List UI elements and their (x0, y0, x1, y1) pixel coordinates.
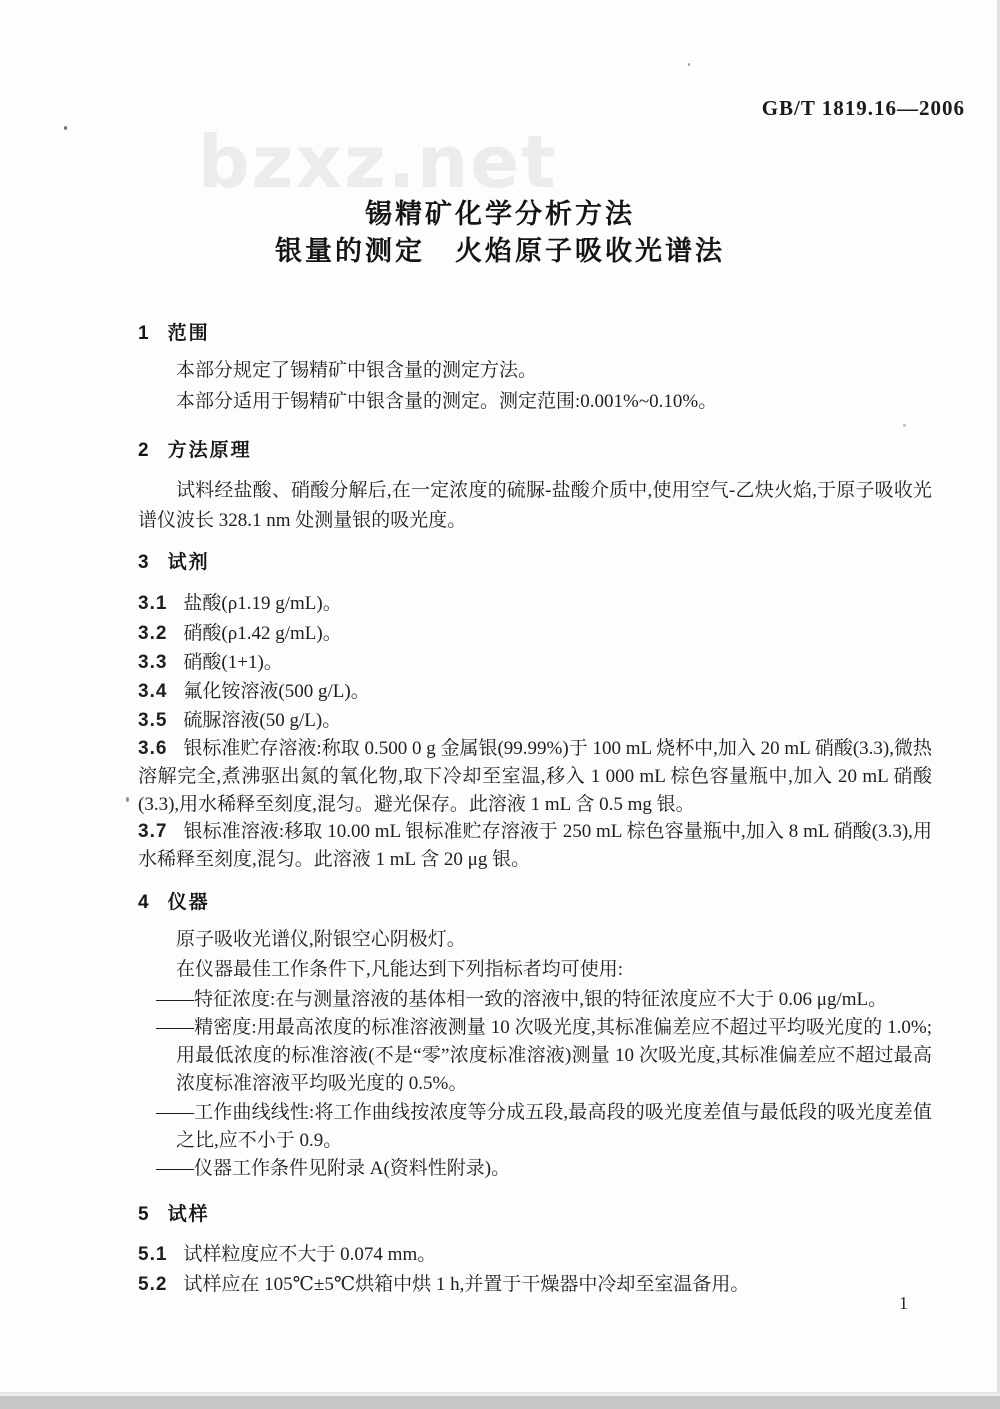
clause-text: 硫脲溶液(50 g/L)。 (183, 710, 342, 731)
section-title: 试剂 (167, 552, 210, 573)
scope-paragraph-1: 本部分规定了锡精矿中银含量的测定方法。 (176, 360, 538, 381)
section-title: 仪器 (167, 892, 210, 913)
clause-number: 3.5 (138, 710, 168, 731)
section-number: 3 (138, 552, 150, 573)
clause-number: 3.3 (138, 652, 168, 673)
clause-text: 银标准贮存溶液:称取 0.500 0 g 金属银(99.99%)于 100 mL 烧杯中,加入 20 mL 硝酸(3.3),微热溶解完全,煮沸驱出氮的氧化物,取下冷却至室温,移入 1 000 mL 棕色容量瓶中,加入 20 mL 硝酸(3.3),用水稀释至刻度,混匀。避光保存。此溶液 1 mL 含 0.5 mg 银。 (138, 738, 932, 815)
scan-speck (126, 797, 129, 802)
apparatus-paragraph-2: 在仪器最佳工作条件下,凡能达到下列指标者均可使用: (176, 959, 624, 980)
clause-3-1 (138, 590, 932, 618)
section-number: 2 (138, 440, 150, 461)
watermark-text: bzxz.net (198, 120, 558, 204)
clause-3-6 (138, 735, 932, 819)
clause-text: 试样粒度应不大于 0.074 mm。 (183, 1244, 437, 1265)
section-heading-scope (138, 320, 932, 348)
section-title: 方法原理 (167, 440, 252, 461)
document-title-line2: 银量的测定 火焰原子吸收光谱法 (275, 236, 725, 266)
apparatus-dash-item-characteristic-concentration: ——特征浓度:在与测量溶液的基体相一致的溶液中,银的特征浓度应不大于 0.06 μg/mL。 (156, 989, 888, 1010)
scan-speck (903, 424, 906, 427)
section-number: 5 (138, 1204, 150, 1225)
viewer-bottom-bar (0, 1394, 1000, 1409)
clause-number: 3.7 (138, 821, 168, 842)
clause-3-4 (138, 678, 932, 706)
clause-3-2 (138, 620, 932, 648)
apparatus-dash-item-linearity: ——工作曲线线性:将工作曲线按浓度等分成五段,最高段的吸光度差值与最低段的吸光度差值之比,应不小于 0.9。 (156, 1102, 932, 1151)
clause-text: 试样应在 105℃±5℃烘箱中烘 1 h,并置于干燥器中冷却至室温备用。 (183, 1274, 750, 1295)
clause-text: 银标准溶液:移取 10.00 mL 银标准贮存溶液于 250 mL 棕色容量瓶中,加入 8 mL 硝酸(3.3),用水稀释至刻度,混匀。此溶液 1 mL 含 20 μg 银。 (138, 821, 932, 870)
clause-5-2 (138, 1271, 932, 1299)
clause-text: 盐酸(ρ1.19 g/mL)。 (183, 593, 342, 614)
clause-number: 5.1 (138, 1244, 168, 1265)
section-number: 1 (138, 323, 150, 344)
section-heading-principle (138, 437, 932, 465)
scan-speck (64, 126, 67, 130)
section-heading-apparatus (138, 889, 932, 917)
clause-number: 5.2 (138, 1274, 168, 1295)
clause-number: 3.1 (138, 593, 168, 614)
clause-3-3 (138, 649, 932, 677)
clause-text: 硝酸(1+1)。 (183, 652, 283, 673)
section-heading-sample (138, 1201, 932, 1229)
clause-3-7 (138, 818, 932, 874)
principle-paragraph: 试料经盐酸、硝酸分解后,在一定浓度的硫脲-盐酸介质中,使用空气-乙炔火焰,于原子吸收光谱仪波长 328.1 nm 处测量银的吸光度。 (138, 480, 932, 531)
document-title-line1: 锡精矿化学分析方法 (365, 199, 635, 229)
clause-text: 氟化铵溶液(500 g/L)。 (183, 681, 370, 702)
scan-speck (688, 63, 690, 66)
clause-number: 3.2 (138, 623, 168, 644)
page-number: 1 (899, 1293, 908, 1313)
apparatus-dash-item-conditions: ——仪器工作条件见附录 A(资料性附录)。 (156, 1158, 511, 1179)
clause-5-1 (138, 1241, 932, 1269)
section-number: 4 (138, 892, 150, 913)
section-heading-reagents (138, 549, 932, 577)
clause-number: 3.4 (138, 681, 168, 702)
section-title: 范围 (167, 323, 210, 344)
standard-code: GB/T 1819.16—2006 (761, 96, 965, 120)
section-title: 试样 (167, 1204, 210, 1225)
apparatus-dash-item-precision: ——精密度:用最高浓度的标准溶液测量 10 次吸光度,其标准偏差应不超过平均吸光度的 1.0%;用最低浓度的标准溶液(不是“零”浓度标准溶液)测量 10 次吸光度,其标准偏差应不超过最高浓度标准溶液平均吸光度的 0.5%。 (156, 1017, 932, 1094)
clause-text: 硝酸(ρ1.42 g/mL)。 (183, 623, 342, 644)
scope-paragraph-2: 本部分适用于锡精矿中银含量的测定。测定范围:0.001%~0.10%。 (176, 391, 718, 412)
clause-3-5 (138, 707, 932, 735)
apparatus-paragraph-1: 原子吸收光谱仪,附银空心阴极灯。 (176, 929, 466, 950)
clause-number: 3.6 (138, 738, 168, 759)
